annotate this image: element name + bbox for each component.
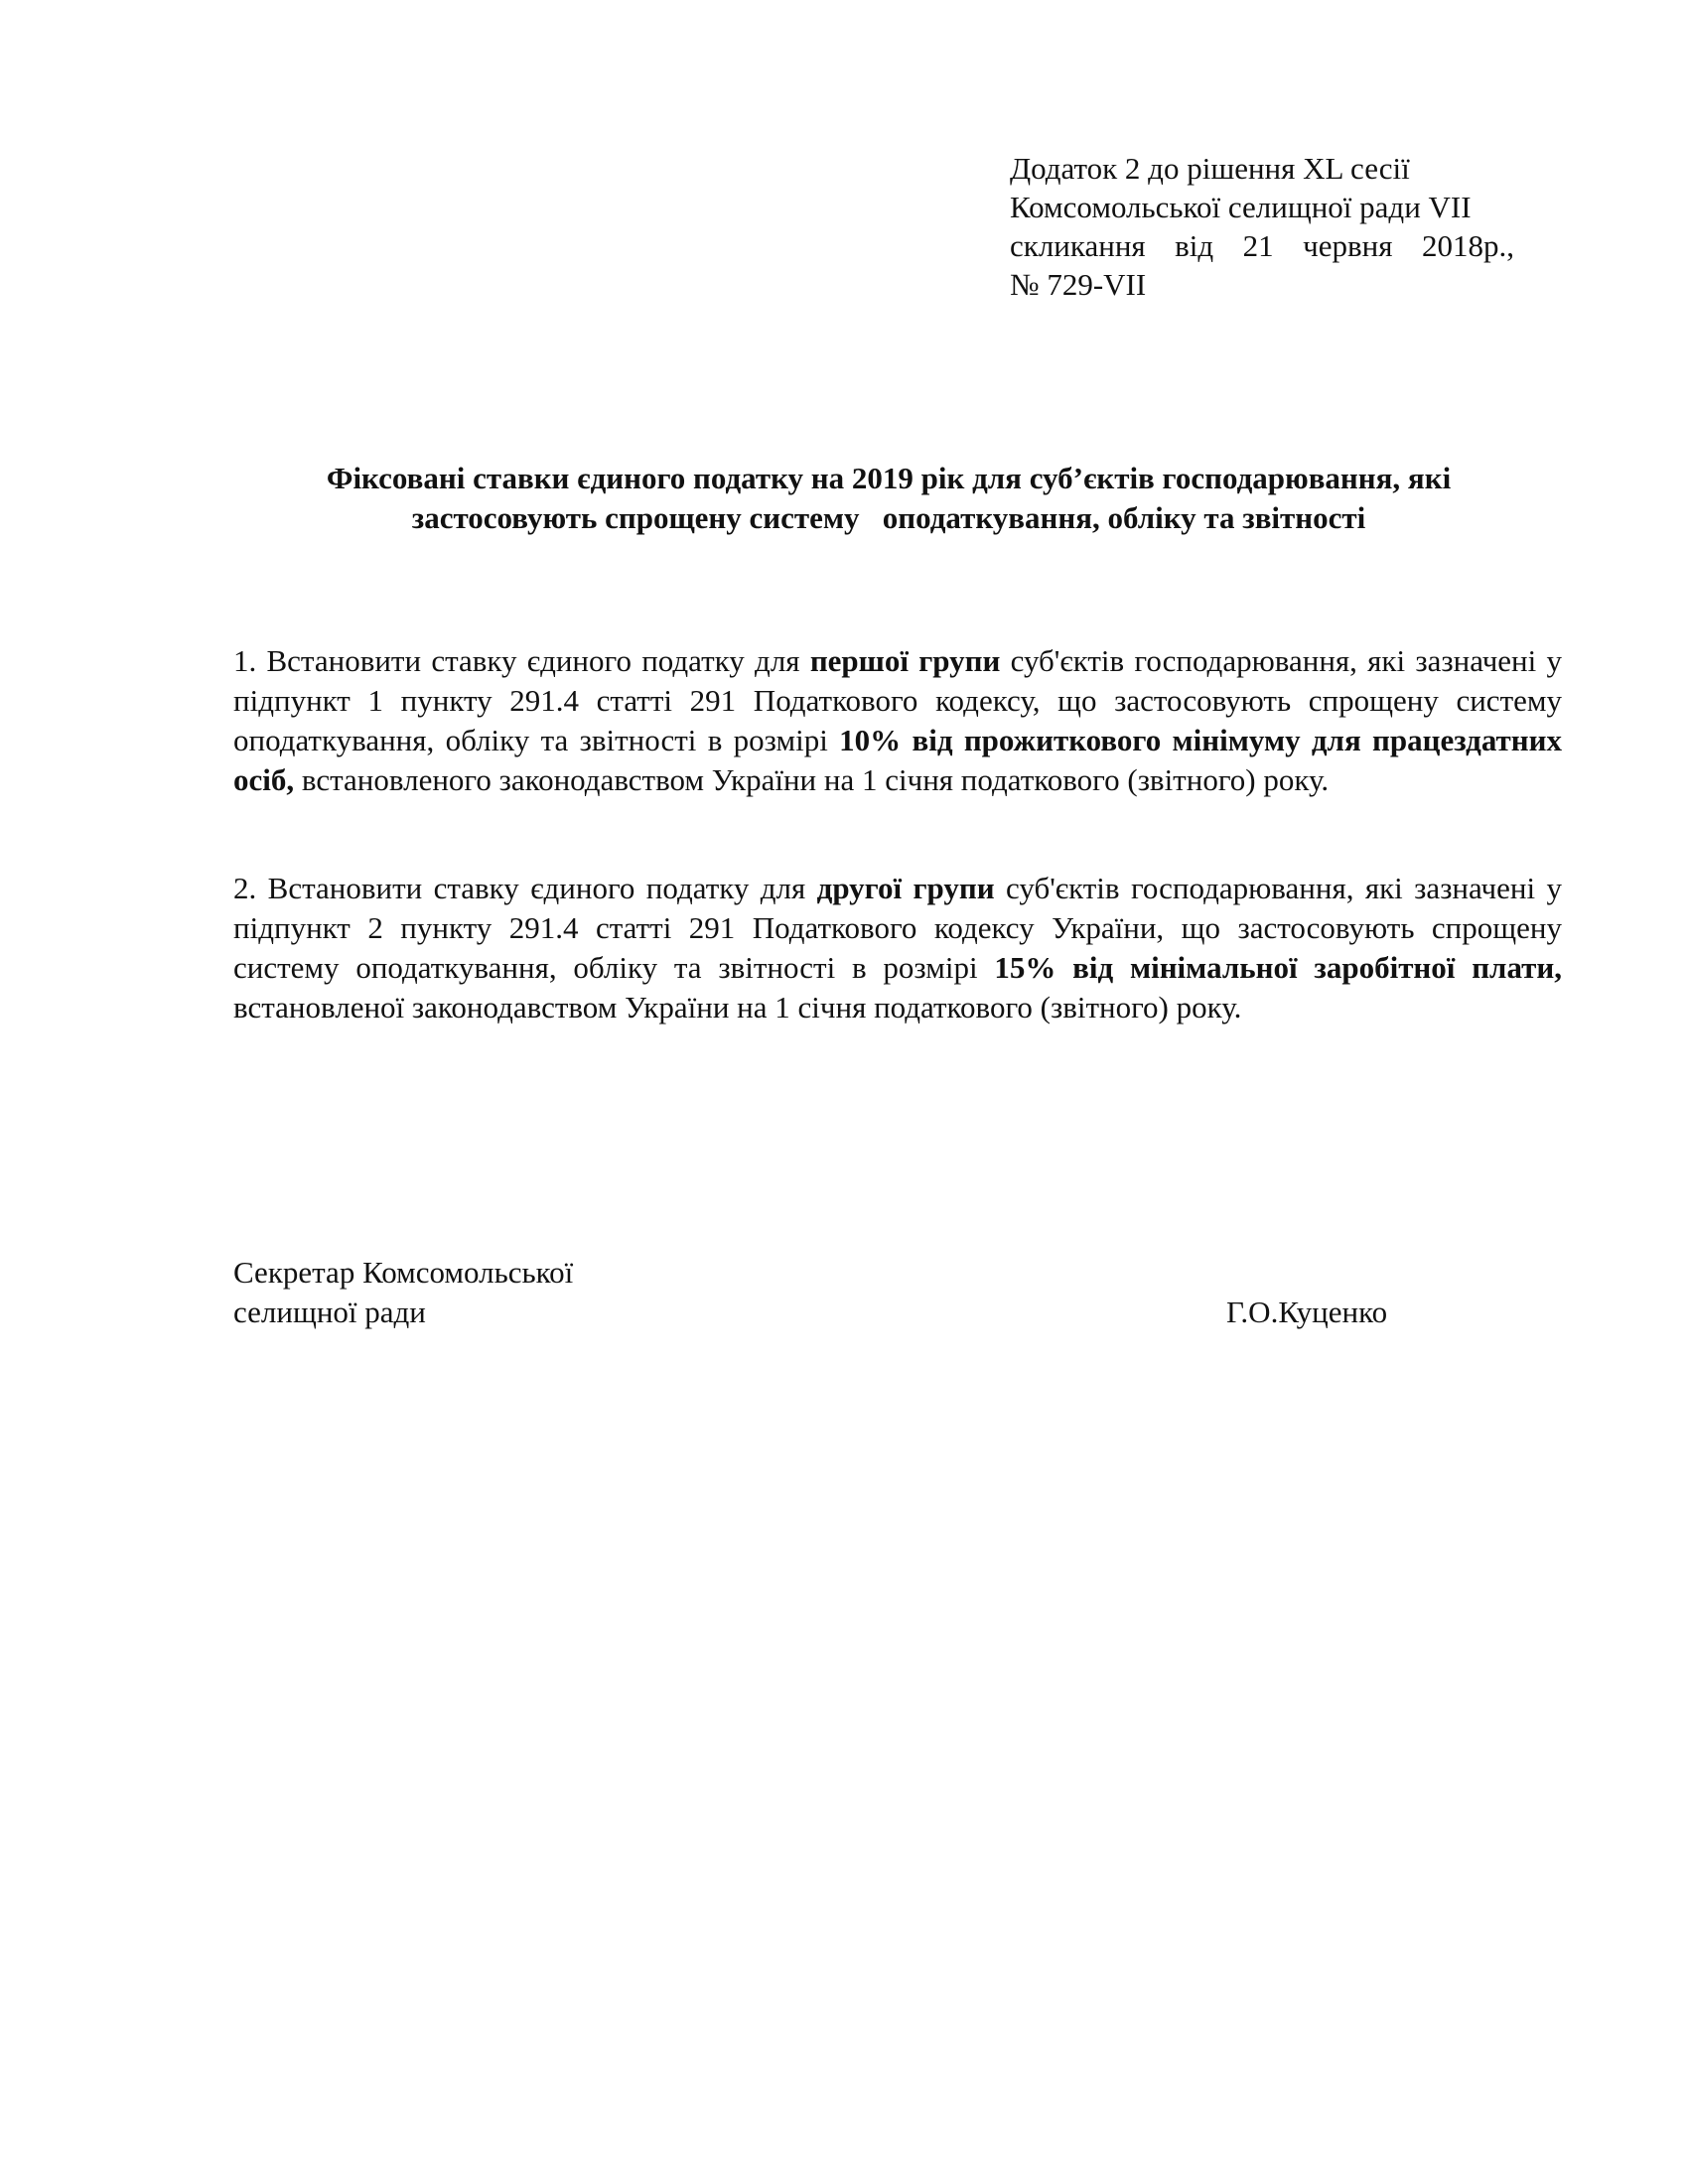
paragraph-1 — [233, 641, 1562, 800]
signatory-name: Г.О.Куценко — [1226, 1295, 1388, 1329]
paragraph-1-text-b: суб'єктів господарювання, які зазначені у підпункт 1 пункту 291.4 статті 291 Податкового кодексу, що застосовують спрощену систему оподаткування, обліку та звітності в розмірі — [233, 643, 1563, 757]
paragraph-2-text-a: 2. Встановити ставку єдиного податку для — [233, 871, 817, 905]
paragraph-1-bold-rate: 10% від прожиткового мінімуму для працездатних осіб, — [233, 723, 1562, 797]
paragraph-2-text-b: суб'єктів господарювання, які зазначені у підпункт 2 пункту 291.4 статті 291 Податкового кодексу України, що застосовують спрощену систему оподаткування, обліку та звітності в розмірі — [233, 871, 1562, 985]
paragraph-2-text-c: встановленої законодавством України на 1 січня податкового (звітного) року. — [233, 990, 1242, 1024]
paragraph-2-bold-rate: 15% від мінімальної заробітної плати, — [994, 950, 1562, 985]
appendix-line-2: Комсомольської селищної ради VII — [1010, 190, 1472, 224]
appendix-line-3: скликання від 21 червня 2018р., — [1010, 228, 1514, 263]
paragraph-2-bold-group: другої групи — [816, 871, 995, 905]
appendix-line-4: № 729-VII — [1010, 267, 1147, 302]
document-title — [228, 459, 1549, 538]
paragraph-1-text-a: 1. Встановити ставку єдиного податку для — [233, 643, 810, 678]
paragraph-1-text-c: встановленого законодавством України на 1 січня податкового (звітного) року. — [294, 762, 1330, 797]
signature-block — [233, 1253, 1425, 1332]
appendix-line-1: Додаток 2 до рішення XL сесії — [1010, 151, 1410, 186]
signature-position-line-1: Секретар Комсомольської — [233, 1255, 574, 1290]
title-line-2: застосовують спрощену систему оподаткування, обліку та звітності — [411, 500, 1366, 535]
title-line-1: Фіксовані ставки єдиного податку на 2019 рік для суб’єктів господарювання, які — [326, 461, 1452, 495]
paragraph-2 — [233, 869, 1562, 1027]
signature-position-line-2: селищної ради — [233, 1295, 426, 1329]
paragraph-1-bold-group: першої групи — [809, 643, 1001, 678]
appendix-note — [1010, 149, 1514, 304]
